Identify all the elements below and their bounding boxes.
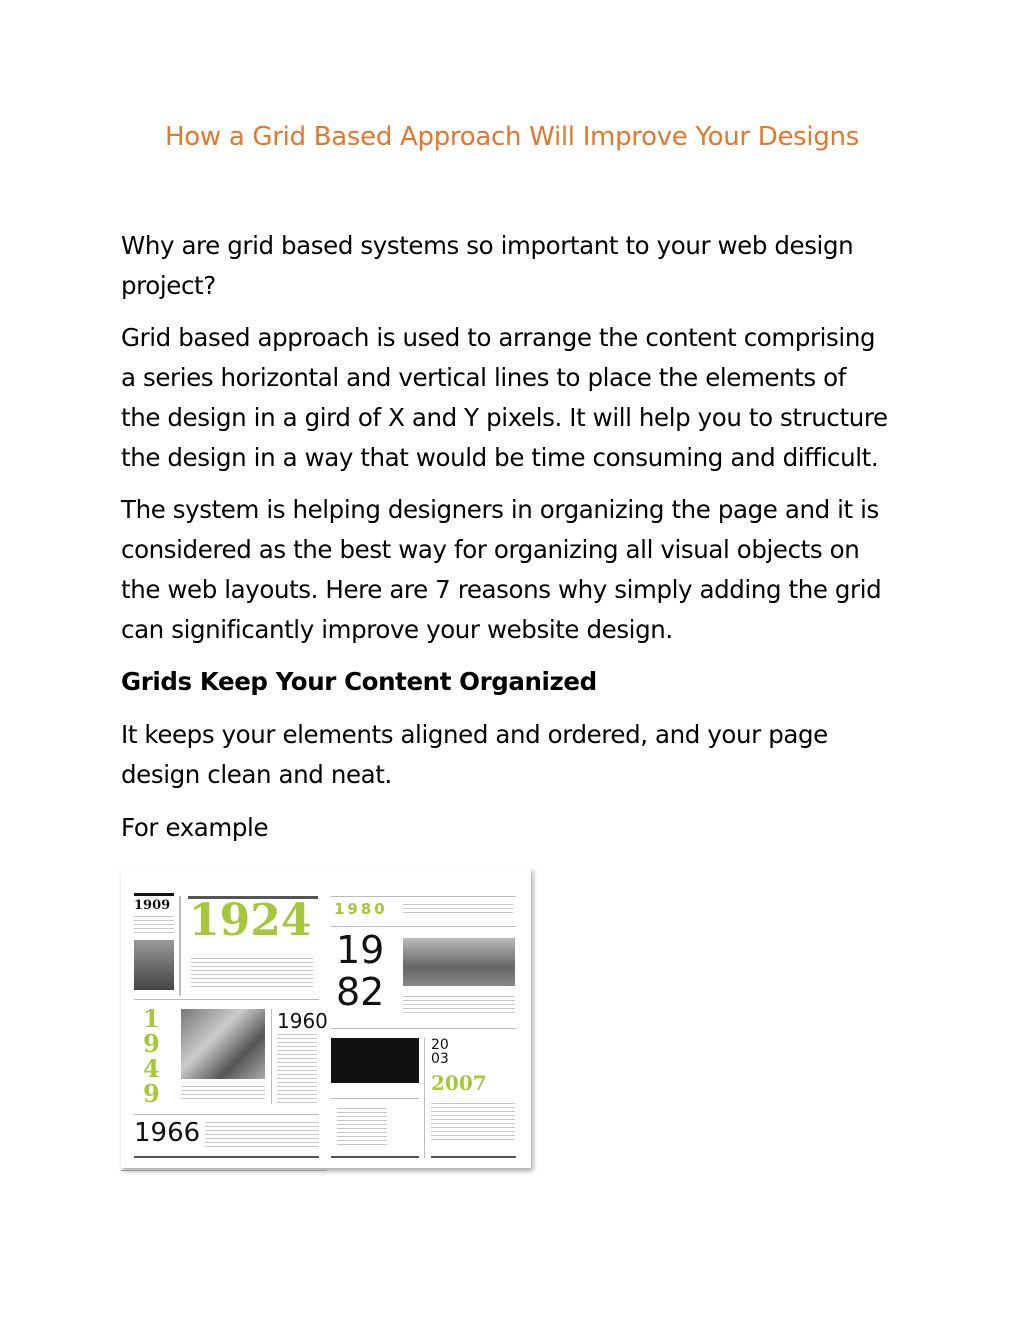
paragraph-line: The system is helping designers in organizing the page and it is: [121, 495, 879, 524]
divider: [271, 1009, 272, 1104]
year-03: 03: [431, 1051, 449, 1067]
divider: [134, 1156, 319, 1158]
year-1909: 1909: [134, 898, 171, 913]
paragraph-line: the design in a gird of X and Y pixels. It will help you to structure: [121, 403, 888, 432]
text-block: [403, 996, 515, 1014]
year-2007: 2007: [431, 1071, 487, 1095]
divider: [134, 1114, 319, 1115]
year-1924: 1924: [189, 895, 312, 946]
section-heading: Grids Keep Your Content Organized: [121, 667, 597, 696]
divider: [331, 926, 516, 927]
example-label: For example: [121, 813, 269, 842]
digit: 9: [143, 1079, 160, 1108]
divider: [134, 893, 174, 896]
paragraph-1: [121, 226, 911, 306]
year-1989-box: [331, 1038, 419, 1083]
building-photo: [403, 938, 515, 986]
text-block: [205, 1122, 319, 1150]
year-1960: 1960: [277, 1009, 328, 1033]
text-block: [181, 1086, 265, 1100]
text-block: [191, 958, 313, 988]
document-title: How a Grid Based Approach Will Improve Your Designs: [165, 122, 859, 152]
divider: [331, 1098, 419, 1099]
portrait-photo: [134, 940, 174, 990]
paragraph-line: a series horizontal and vertical lines to place the elements of: [121, 363, 846, 392]
year-1949: [143, 1006, 163, 1106]
paragraph-line: It keeps your elements aligned and ordered, and your page: [121, 720, 828, 749]
divider: [331, 896, 516, 897]
year-82: 82: [336, 970, 385, 1014]
divider: [424, 1038, 425, 1158]
paragraph-line: can significantly improve your website design.: [121, 615, 673, 644]
divider: [431, 1156, 516, 1158]
year-19: 19: [336, 928, 385, 972]
text-block: [431, 1103, 515, 1143]
paragraph-4: [121, 715, 911, 795]
divider: [331, 1156, 419, 1158]
paragraph-line: project?: [121, 271, 216, 300]
image-underline: [121, 1170, 327, 1171]
text-block: [277, 1034, 317, 1104]
digit: 9: [143, 1029, 160, 1058]
year-20: 20: [431, 1037, 449, 1053]
paragraph-3: [121, 490, 911, 650]
divider: [331, 1028, 516, 1029]
paragraph-line: the web layouts. Here are 7 reasons why simply adding the grid: [121, 575, 882, 604]
paragraph-line: Grid based approach is used to arrange the content comprising: [121, 323, 876, 352]
divider: [179, 896, 181, 996]
digit: 1: [143, 1004, 160, 1033]
text-block: [403, 904, 513, 914]
paragraph-line: Why are grid based systems so important to your web design: [121, 231, 854, 260]
paragraph-2: [121, 318, 911, 478]
year-1966: 1966: [134, 1118, 201, 1148]
example-image: [121, 868, 531, 1168]
text-block: [134, 916, 174, 934]
text-block: [337, 1108, 387, 1148]
paragraph-line: the design in a way that would be time consuming and difficult.: [121, 443, 879, 472]
paragraph-line: considered as the best way for organizing all visual objects on: [121, 535, 860, 564]
year-1980: 1980: [334, 900, 388, 918]
divider: [134, 999, 319, 1000]
type-photo: [181, 1009, 265, 1079]
paragraph-line: design clean and neat.: [121, 760, 392, 789]
digit: 4: [143, 1054, 160, 1083]
